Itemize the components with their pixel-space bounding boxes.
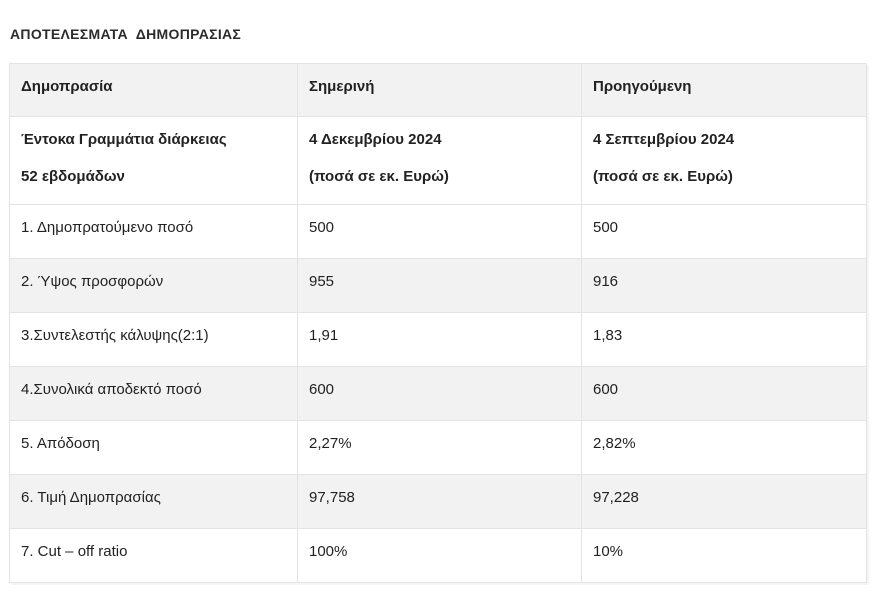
row-previous-value: 1,83	[582, 313, 867, 367]
row-label: 3.Συντελεστής κάλυψης(2:1)	[10, 313, 298, 367]
table-row-yield	[10, 421, 867, 475]
row-label: 5. Απόδοση	[10, 421, 298, 475]
row-previous-value: 600	[582, 367, 867, 421]
row-label: 6. Τιμή Δημοπρασίας	[10, 475, 298, 529]
row-label: 4.Συνολικά αποδεκτό ποσό	[10, 367, 298, 421]
previous-date: 4 Σεπτεμβρίου 2024	[593, 131, 735, 148]
row-previous-value: 500	[582, 205, 867, 259]
header-cell-auction: Δημοπρασία	[10, 64, 298, 117]
subheader-cell-instrument	[10, 117, 298, 205]
row-current-value: 2,27%	[298, 421, 582, 475]
row-previous-value: 2,82%	[582, 421, 867, 475]
row-previous-value: 10%	[582, 529, 867, 583]
table-header-row	[10, 64, 867, 117]
row-label: 7. Cut – off ratio	[10, 529, 298, 583]
previous-units-note: (ποσά σε εκ. Ευρώ)	[593, 168, 733, 185]
instrument-line-2: 52 εβδομάδων	[21, 168, 125, 185]
row-current-value: 100%	[298, 529, 582, 583]
row-previous-value: 97,228	[582, 475, 867, 529]
table-subheader-row	[10, 117, 867, 205]
row-current-value: 600	[298, 367, 582, 421]
row-current-value: 500	[298, 205, 582, 259]
row-current-value: 97,758	[298, 475, 582, 529]
auction-results-table	[9, 63, 867, 583]
header-cell-previous: Προηγούμενη	[582, 64, 867, 117]
table-row-cut-off-ratio	[10, 529, 867, 583]
row-current-value: 955	[298, 259, 582, 313]
subheader-cell-previous-date	[582, 117, 867, 205]
row-previous-value: 916	[582, 259, 867, 313]
current-units-note: (ποσά σε εκ. Ευρώ)	[309, 168, 449, 185]
table-row-coverage-ratio	[10, 313, 867, 367]
subheader-cell-current-date	[298, 117, 582, 205]
row-label: 1. Δημοπρατούμενο ποσό	[10, 205, 298, 259]
header-cell-current: Σημερινή	[298, 64, 582, 117]
row-current-value: 1,91	[298, 313, 582, 367]
row-label: 2. Ύψος προσφορών	[10, 259, 298, 313]
table-row-auctioned-amount	[10, 205, 867, 259]
instrument-line-1: Έντοκα Γραμμάτια διάρκειας	[21, 131, 227, 148]
current-date: 4 Δεκεμβρίου 2024	[309, 131, 442, 148]
table-row-auction-price	[10, 475, 867, 529]
table-row-accepted-amount	[10, 367, 867, 421]
table-row-bids-amount	[10, 259, 867, 313]
page-title: ΑΠΟΤΕΛΕΣΜΑΤΑ ΔΗΜΟΠΡΑΣΙΑΣ	[10, 26, 242, 42]
